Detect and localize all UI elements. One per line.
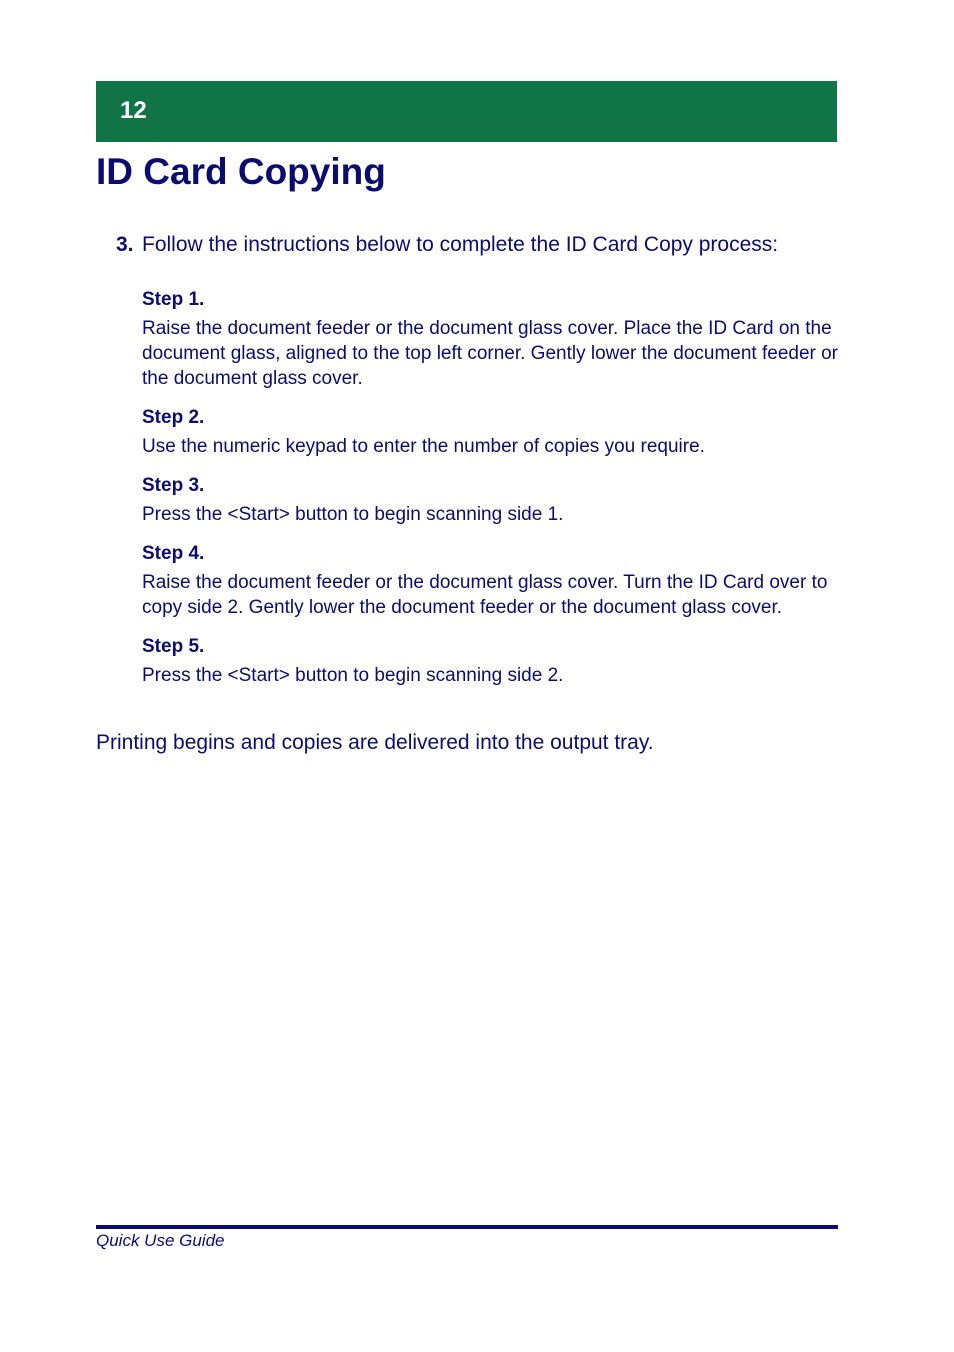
page-header-bar [96, 81, 837, 142]
step-title: Step 3. [142, 475, 205, 496]
step-2 [142, 406, 842, 459]
step-3 [142, 474, 842, 527]
step-text: Press the <Start> button to begin scanning side 1. [142, 504, 564, 525]
footer-guide-name: Quick Use Guide [96, 1231, 225, 1250]
page-number: 12 [120, 97, 147, 124]
step-title: Step 1. [142, 289, 205, 310]
intro-instruction [116, 232, 778, 258]
step-title: Step 5. [142, 636, 205, 657]
step-text: Raise the document feeder or the document glass cover. Turn the ID Card over to copy side 2. Gently lower the document feeder or the document glass cover. [142, 572, 828, 618]
intro-text: Follow the instructions below to complete the ID Card Copy process: [142, 233, 779, 256]
page-title: ID Card Copying [96, 151, 386, 192]
closing-text: Printing begins and copies are delivered into the output tray. [96, 731, 654, 754]
step-title: Step 4. [142, 543, 205, 564]
footer-divider [96, 1225, 838, 1229]
step-5 [142, 635, 842, 688]
step-title: Step 2. [142, 407, 205, 428]
step-text: Raise the document feeder or the document glass cover. Place the ID Card on the document glass, aligned to the top left corner. Gently lower the document feeder or the document glass cover. [142, 318, 839, 389]
step-4 [142, 542, 842, 620]
step-text: Use the numeric keypad to enter the number of copies you require. [142, 436, 705, 457]
steps-list [142, 288, 842, 703]
step-text: Press the <Start> button to begin scanning side 2. [142, 665, 564, 686]
step-1 [142, 288, 842, 391]
intro-number: 3. [116, 233, 134, 256]
